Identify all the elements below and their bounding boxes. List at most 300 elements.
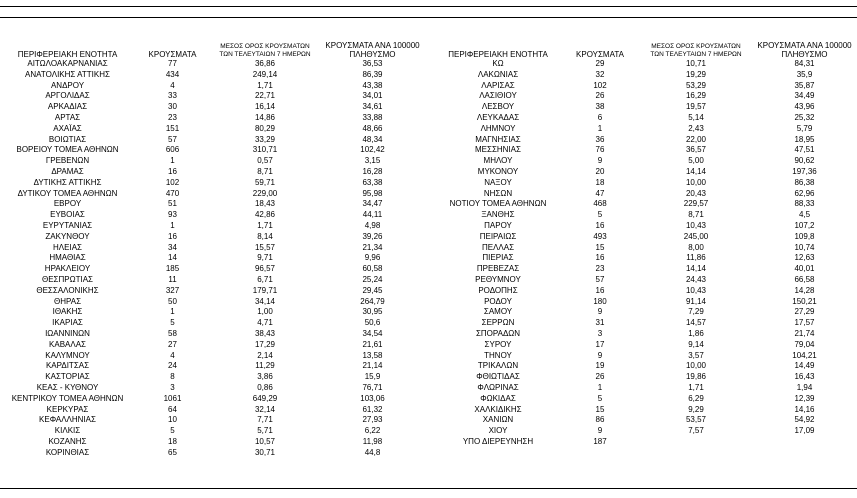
region-cell: ΙΘΑΚΗΣ — [52, 307, 83, 317]
cases-cell: 1 — [597, 123, 603, 133]
avg-cell: 53,29 — [685, 80, 707, 90]
avg-cell: 9,71 — [257, 253, 273, 263]
region-cell: ΦΩΚΙΔΑΣ — [480, 393, 516, 403]
table-row — [0, 253, 857, 264]
region-cell: ΝΑΞΟΥ — [484, 177, 512, 187]
per100k-cell: 17,09 — [794, 426, 815, 436]
avg-cell: 80,29 — [254, 123, 276, 133]
avg-cell: 6,29 — [688, 393, 704, 403]
avg-cell: 20,43 — [685, 188, 707, 198]
cases-cell: 5 — [597, 393, 603, 403]
avg-cell: 5,71 — [257, 426, 273, 436]
table-row — [0, 394, 857, 405]
avg-cell: 6,71 — [257, 274, 273, 284]
cases-cell: 5 — [170, 426, 175, 436]
per100k-cell: 14,49 — [794, 361, 815, 371]
cases-cell: 4 — [170, 350, 175, 360]
table-row — [0, 286, 857, 297]
cases-cell: 3 — [170, 382, 175, 392]
avg-cell: 11,29 — [255, 361, 275, 371]
table-row — [0, 210, 857, 221]
avg-cell: 7,71 — [257, 415, 273, 425]
table-row — [0, 221, 857, 232]
per100k-cell: 103,06 — [360, 393, 385, 403]
avg-cell: 8,71 — [688, 210, 704, 220]
region-cell: ΛΗΜΝΟΥ — [480, 123, 516, 133]
cases-cell: 33 — [168, 91, 177, 101]
region-cell: ΕΥΒΟΙΑΣ — [50, 210, 85, 220]
cases-cell: 18 — [595, 177, 605, 187]
avg-cell: 22,00 — [685, 134, 707, 144]
region-cell: ΑΙΤΩΛΟΑΚΑΡΝΑΝΙΑΣ — [27, 59, 108, 68]
avg-cell: 1,71 — [257, 80, 273, 90]
region-cell: ΑΝΑΤΟΛΙΚΗΣ ΑΤΤΙΚΗΣ — [25, 69, 110, 79]
avg-cell: 38,43 — [254, 328, 276, 338]
avg-cell: 16,29 — [685, 91, 707, 101]
region-cell: ΣΠΟΡΑΔΩΝ — [475, 328, 521, 338]
table-row — [0, 113, 857, 124]
cases-cell: 606 — [165, 145, 180, 155]
avg-cell: 1,86 — [688, 328, 704, 338]
table-row — [0, 91, 857, 102]
table-row — [0, 167, 857, 178]
avg-cell: 1,71 — [688, 382, 704, 392]
region-cell: ΙΩΑΝΝΙΝΩΝ — [45, 328, 90, 338]
cases-cell: 1061 — [163, 393, 182, 403]
region-header-right: ΠΕΡΙΦΕΡΕΙΑΚΗ ΕΝΟΤΗΤΑ — [448, 50, 548, 59]
per100k-cell: 30,95 — [362, 307, 383, 317]
per100k-cell: 36,53 — [362, 59, 383, 68]
per100k-cell: 27,93 — [362, 415, 383, 425]
region-cell: ΡΕΘΥΜΝΟΥ — [475, 274, 521, 284]
avg-cell: 649,29 — [252, 393, 278, 403]
per100k-cell: 40,01 — [794, 264, 815, 274]
region-cell: ΜΕΣΣΗΝΙΑΣ — [475, 145, 521, 155]
region-cell: ΧΑΛΚΙΔΙΚΗΣ — [474, 404, 522, 414]
avg-header-left: ΜΕΣΟΣ ΟΡΟΣ ΚΡΟΥΣΜΑΤΩΝ ΤΩΝ ΤΕΛΕΥΤΑΙΩΝ 7 ΗΜΕΡΩΝ — [219, 43, 311, 58]
region-cell: ΚΕΑΣ - ΚΥΘΝΟΥ — [36, 382, 99, 392]
avg-cell: 8,71 — [257, 166, 273, 176]
cases-cell: 102 — [165, 177, 180, 187]
table-row — [0, 59, 857, 70]
cases-cell: 434 — [165, 69, 180, 79]
cases-header-left: ΚΡΟΥΣΜΑΤΑ — [148, 50, 197, 59]
per100k-cell: 21,34 — [362, 242, 383, 252]
avg-cell: 5,00 — [688, 156, 704, 166]
per100k-cell: 102,42 — [360, 145, 385, 155]
per100k-cell: 61,32 — [362, 404, 383, 414]
region-cell: ΖΑΚΥΝΘΟΥ — [45, 231, 90, 241]
cases-cell: 77 — [168, 59, 177, 68]
cases-cell: 1 — [170, 307, 175, 317]
per100k-cell — [752, 448, 857, 459]
region-cell: ΚΟΖΑΝΗΣ — [48, 436, 87, 446]
region-cell: ΛΑΣΙΘΙΟΥ — [479, 91, 517, 101]
avg-cell: 2,43 — [688, 123, 704, 133]
region-cell: ΝΟΤΙΟΥ ΤΟΜΕΑ ΑΘΗΝΩΝ — [449, 199, 547, 209]
cases-cell: 26 — [595, 91, 605, 101]
cases-cell: 26 — [595, 372, 605, 382]
cases-cell: 38 — [595, 102, 605, 112]
region-cell: ΧΙΟΥ — [488, 426, 508, 436]
avg-cell: 42,86 — [254, 210, 276, 220]
cases-cell: 9 — [597, 307, 603, 317]
per100k-cell: 29,45 — [362, 285, 383, 295]
cases-cell: 9 — [597, 350, 603, 360]
avg-cell: 33,29 — [254, 134, 276, 144]
cases-cell: 5 — [170, 318, 175, 328]
region-cell: ΜΗΛΟΥ — [483, 156, 513, 166]
cases-cell: 17 — [595, 339, 605, 349]
cases-table — [0, 38, 857, 458]
per100k-cell: 34,01 — [362, 91, 383, 101]
per100k-cell: 34,61 — [362, 102, 383, 112]
table-row — [0, 372, 857, 383]
avg-cell: 34,14 — [254, 296, 276, 306]
region-cell: ΚΕΦΑΛΛΗΝΙΑΣ — [39, 415, 96, 425]
cases-cell: 3 — [597, 328, 603, 338]
region-header-left: ΠΕΡΙΦΕΡΕΙΑΚΗ ΕΝΟΤΗΤΑ — [17, 50, 118, 59]
per100k-cell: 3,15 — [364, 156, 381, 166]
table-row — [0, 232, 857, 243]
table-row — [0, 102, 857, 113]
avg-cell: 14,57 — [685, 318, 707, 328]
avg-cell: 18,43 — [254, 199, 276, 209]
avg-cell: 36,57 — [685, 145, 707, 155]
per100k-cell: 86,39 — [362, 69, 383, 79]
avg-cell: 19,86 — [685, 372, 707, 382]
per100k-cell: 34,54 — [362, 328, 383, 338]
avg-cell: 10,00 — [685, 177, 707, 187]
region-cell: ΡΟΔΟΠΗΣ — [478, 285, 518, 295]
header-rule — [0, 17, 857, 18]
region-cell: ΗΡΑΚΛΕΙΟΥ — [44, 264, 91, 274]
cases-cell: 30 — [168, 102, 177, 112]
header-row — [0, 38, 857, 59]
avg-cell: 36,86 — [254, 59, 276, 68]
region-cell: ΤΡΙΚΑΛΩΝ — [477, 361, 519, 371]
table-row — [0, 70, 857, 81]
region-cell: ΕΥΡΥΤΑΝΙΑΣ — [42, 220, 93, 230]
avg-cell: 4,71 — [257, 318, 273, 328]
per100k-cell: 15,9 — [364, 372, 381, 382]
region-cell: ΗΛΕΙΑΣ — [53, 242, 82, 252]
per100k-header-left: ΚΡΟΥΣΜΑΤΑ ΑΝΑ 100000 ΠΛΗΘΥΣΜΟ — [325, 41, 420, 59]
cases-cell: 16 — [595, 253, 605, 263]
avg-cell: 10,00 — [685, 361, 707, 371]
per100k-cell: 104,21 — [792, 350, 817, 360]
avg-cell: 16,14 — [254, 102, 276, 112]
table-row — [0, 81, 857, 92]
region-cell: ΠΕΙΡΑΙΩΣ — [479, 231, 517, 241]
table-row — [0, 307, 857, 318]
per100k-cell: 47,51 — [794, 145, 815, 155]
cases-cell: 20 — [595, 166, 605, 176]
top-rule — [0, 6, 857, 7]
avg-cell: 96,57 — [254, 264, 276, 274]
region-cell: ΓΡΕΒΕΝΩΝ — [45, 156, 90, 166]
avg-cell: 0,86 — [257, 382, 273, 392]
region-cell: ΔΥΤΙΚΗΣ ΑΤΤΙΚΗΣ — [33, 177, 102, 187]
region-cell: ΥΠΟ ΔΙΕΡΕΥΝΗΣΗ — [462, 436, 534, 446]
table-row — [0, 135, 857, 146]
cases-cell: 9 — [597, 156, 603, 166]
cases-cell: 10 — [168, 415, 177, 425]
region-cell: ΚΩ — [492, 59, 504, 68]
per100k-cell: 44,11 — [362, 210, 383, 220]
avg-cell: 3,57 — [688, 350, 704, 360]
per100k-cell: 27,29 — [794, 307, 815, 317]
table-row — [0, 318, 857, 329]
per100k-cell: 4,5 — [798, 210, 811, 220]
cases-cell: 50 — [168, 296, 177, 306]
per100k-cell: 60,58 — [362, 264, 383, 274]
cases-cell: 4 — [170, 80, 175, 90]
per100k-cell: 13,58 — [362, 350, 383, 360]
avg-cell: 1,71 — [257, 220, 273, 230]
avg-cell: 179,71 — [252, 285, 278, 295]
cases-cell: 9 — [597, 426, 603, 436]
avg-cell: 310,71 — [252, 145, 278, 155]
per100k-cell: 107,2 — [794, 220, 815, 230]
per100k-cell: 62,96 — [794, 188, 815, 198]
region-cell: ΑΡΚΑΔΙΑΣ — [47, 102, 88, 112]
region-cell: ΛΑΚΩΝΙΑΣ — [477, 69, 519, 79]
region-cell: ΒΟΙΩΤΙΑΣ — [48, 134, 87, 144]
table-row — [0, 178, 857, 189]
cases-cell: 14 — [168, 253, 177, 263]
per100k-cell: 109,8 — [794, 231, 815, 241]
avg-cell: 229,57 — [683, 199, 709, 209]
avg-cell — [640, 437, 752, 448]
per100k-cell: 34,47 — [362, 199, 383, 209]
table-row — [0, 275, 857, 286]
region-cell: ΛΕΥΚΑΔΑΣ — [476, 112, 520, 122]
region-cell: ΣΑΜΟΥ — [483, 307, 513, 317]
table-row — [0, 383, 857, 394]
cases-cell: 11 — [168, 274, 177, 284]
table-row — [0, 145, 857, 156]
cases-cell: 470 — [165, 188, 180, 198]
region-cell: ΙΚΑΡΙΑΣ — [52, 318, 83, 328]
region-cell: ΜΑΓΝΗΣΙΑΣ — [475, 134, 521, 144]
region-cell: ΔΡΑΜΑΣ — [51, 166, 84, 176]
cases-cell: 27 — [168, 339, 177, 349]
region-cell: ΣΕΡΡΩΝ — [481, 318, 515, 328]
per100k-cell: 21,14 — [362, 361, 383, 371]
region-cell: ΠΕΛΛΑΣ — [481, 242, 515, 252]
region-cell: ΘΕΣΣΑΛΟΝΙΚΗΣ — [36, 285, 99, 295]
region-cell: ΛΕΣΒΟΥ — [481, 102, 515, 112]
per100k-cell: 14,16 — [794, 404, 815, 414]
per100k-cell: 21,74 — [794, 328, 815, 338]
table-row — [0, 329, 857, 340]
avg-cell: 19,29 — [685, 69, 707, 79]
table-row — [0, 415, 857, 426]
region-cell: ΛΑΡΙΣΑΣ — [481, 80, 515, 90]
table-row — [0, 199, 857, 210]
per100k-cell: 34,49 — [794, 91, 815, 101]
per100k-cell: 1,94 — [796, 382, 813, 392]
per100k-cell: 12,63 — [794, 253, 815, 263]
avg-cell: 32,14 — [254, 404, 276, 414]
region-cell: ΚΑΡΔΙΤΣΑΣ — [45, 361, 90, 371]
cases-cell: 180 — [593, 296, 607, 306]
avg-cell: 8,14 — [257, 231, 273, 241]
region-cell: ΚΟΡΙΝΘΙΑΣ — [45, 447, 90, 457]
per100k-cell — [752, 437, 857, 448]
per100k-cell: 16,43 — [794, 372, 815, 382]
avg-cell: 8,00 — [688, 242, 704, 252]
avg-cell: 2,14 — [257, 350, 273, 360]
region-cell: ΡΟΔΟΥ — [484, 296, 512, 306]
cases-cell: 23 — [168, 112, 177, 122]
region-cell: ΠΙΕΡΙΑΣ — [482, 253, 514, 263]
avg-cell: 7,29 — [688, 307, 704, 317]
cases-cell: 57 — [595, 274, 605, 284]
cases-cell: 185 — [165, 264, 180, 274]
per100k-cell: 86,38 — [794, 177, 815, 187]
region-cell: ΦΘΙΩΤΙΔΑΣ — [476, 372, 520, 382]
avg-cell: 30,71 — [254, 447, 276, 457]
avg-cell: 19,57 — [685, 102, 707, 112]
cases-cell: 16 — [595, 220, 605, 230]
avg-cell: 9,14 — [688, 339, 704, 349]
avg-cell: 14,14 — [685, 166, 707, 176]
avg-cell: 1,00 — [257, 307, 273, 317]
per100k-cell: 35,9 — [796, 69, 813, 79]
cases-cell: 31 — [595, 318, 605, 328]
per100k-cell: 197,36 — [792, 166, 817, 176]
cases-cell: 102 — [593, 80, 607, 90]
per100k-cell: 4,98 — [364, 220, 381, 230]
cases-cell: 64 — [168, 404, 177, 414]
cases-cell: 23 — [595, 264, 605, 274]
per100k-header-right: ΚΡΟΥΣΜΑΤΑ ΑΝΑ 100000 ΠΛΗΘΥΣΜΟ — [757, 41, 852, 59]
avg-cell: 24,43 — [685, 274, 707, 284]
table-row — [0, 405, 857, 416]
per100k-cell: 33,88 — [362, 112, 383, 122]
region-cell: ΠΡΕΒΕΖΑΣ — [476, 264, 520, 274]
per100k-cell: 76,71 — [362, 382, 383, 392]
table-row — [0, 426, 857, 437]
cases-header-right: ΚΡΟΥΣΜΑΤΑ — [576, 50, 624, 59]
cases-cell: 76 — [595, 145, 605, 155]
table-row — [0, 243, 857, 254]
cases-cell: 86 — [595, 415, 605, 425]
cases-cell: 327 — [165, 285, 180, 295]
region-cell: ΑΧΑΪΑΣ — [53, 123, 82, 133]
table-row — [0, 124, 857, 135]
avg-cell: 249,14 — [252, 69, 278, 79]
region-cell: ΒΟΡΕΙΟΥ ΤΟΜΕΑ ΑΘΗΝΩΝ — [16, 145, 119, 155]
cases-cell: 93 — [168, 210, 177, 220]
avg-cell: 14,14 — [685, 264, 707, 274]
avg-cell: 22,71 — [254, 91, 276, 101]
cases-cell: 51 — [168, 199, 177, 209]
per100k-cell: 14,28 — [794, 285, 815, 295]
cases-cell: 5 — [597, 210, 603, 220]
region-cell: ΚΕΝΤΡΙΚΟΥ ΤΟΜΕΑ ΑΘΗΝΩΝ — [11, 393, 124, 403]
cases-cell: 1 — [170, 220, 175, 230]
region-cell: ΠΑΡΟΥ — [484, 220, 512, 230]
per100k-cell: 63,38 — [362, 177, 383, 187]
per100k-cell: 95,98 — [362, 188, 383, 198]
avg-cell: 9,29 — [688, 404, 704, 414]
per100k-cell: 43,96 — [794, 102, 815, 112]
cases-cell: 468 — [593, 199, 607, 209]
cases-cell: 8 — [170, 372, 175, 382]
per100k-cell: 90,62 — [794, 156, 815, 166]
per100k-cell: 48,34 — [362, 134, 383, 144]
table-row — [0, 189, 857, 200]
avg-cell: 10,71 — [685, 59, 707, 68]
table-row — [0, 437, 857, 448]
region-cell: ΑΝΔΡΟΥ — [50, 80, 85, 90]
per100k-cell: 17,57 — [794, 318, 815, 328]
cases-cell: 15 — [595, 404, 605, 414]
per100k-cell: 54,92 — [794, 415, 815, 425]
per100k-cell: 48,66 — [362, 123, 383, 133]
region-cell: ΑΡΓΟΛΙΔΑΣ — [45, 91, 90, 101]
cases-cell: 1 — [170, 156, 175, 166]
per100k-cell: 44,8 — [364, 447, 381, 457]
avg-cell: 10,57 — [254, 436, 276, 446]
table-row — [0, 361, 857, 372]
cases-cell: 16 — [168, 166, 177, 176]
avg-cell: 59,71 — [254, 177, 276, 187]
avg-cell: 5,14 — [688, 112, 704, 122]
region-cell: ΦΛΩΡΙΝΑΣ — [477, 382, 519, 392]
table-row — [0, 264, 857, 275]
avg-cell — [640, 448, 752, 459]
table-row — [0, 351, 857, 362]
per100k-cell: 11,98 — [362, 436, 383, 446]
cases-cell: 57 — [168, 134, 177, 144]
region-cell: ΜΥΚΟΝΟΥ — [477, 166, 519, 176]
cases-cell: 65 — [168, 447, 177, 457]
region-cell: ΚΕΡΚΥΡΑΣ — [46, 404, 89, 414]
cases-cell: 187 — [593, 436, 607, 446]
per100k-cell: 150,21 — [792, 296, 817, 306]
per100k-cell: 18,95 — [794, 134, 815, 144]
avg-cell: 14,86 — [254, 112, 276, 122]
avg-cell: 0,57 — [257, 156, 273, 166]
cases-cell: 24 — [168, 361, 177, 371]
avg-header-right: ΜΕΣΟΣ ΟΡΟΣ ΚΡΟΥΣΜΑΤΩΝ ΤΩΝ ΤΕΛΕΥΤΑΙΩΝ 7 ΗΜΕΡΩΝ — [650, 43, 742, 58]
per100k-cell: 6,22 — [364, 426, 381, 436]
cases-cell: 493 — [593, 231, 607, 241]
per100k-cell: 39,26 — [362, 231, 383, 241]
region-cell: ΕΒΡΟΥ — [53, 199, 82, 209]
avg-cell: 91,14 — [685, 296, 707, 306]
region-cell: ΗΜΑΘΙΑΣ — [49, 253, 86, 263]
cases-cell: 58 — [168, 328, 177, 338]
per100k-cell: 264,79 — [360, 296, 385, 306]
avg-cell: 53,57 — [685, 415, 707, 425]
avg-cell: 10,43 — [685, 220, 707, 230]
bottom-rule — [0, 488, 857, 489]
table-row — [0, 297, 857, 308]
cases-cell: 6 — [597, 112, 603, 122]
region-cell: ΧΑΝΙΩΝ — [482, 415, 514, 425]
avg-cell: 245,00 — [683, 231, 709, 241]
region-cell — [436, 448, 560, 459]
cases-cell: 18 — [168, 436, 177, 446]
per100k-cell: 10,74 — [794, 242, 815, 252]
avg-cell: 15,57 — [254, 242, 276, 252]
per100k-cell: 50,6 — [364, 318, 381, 328]
